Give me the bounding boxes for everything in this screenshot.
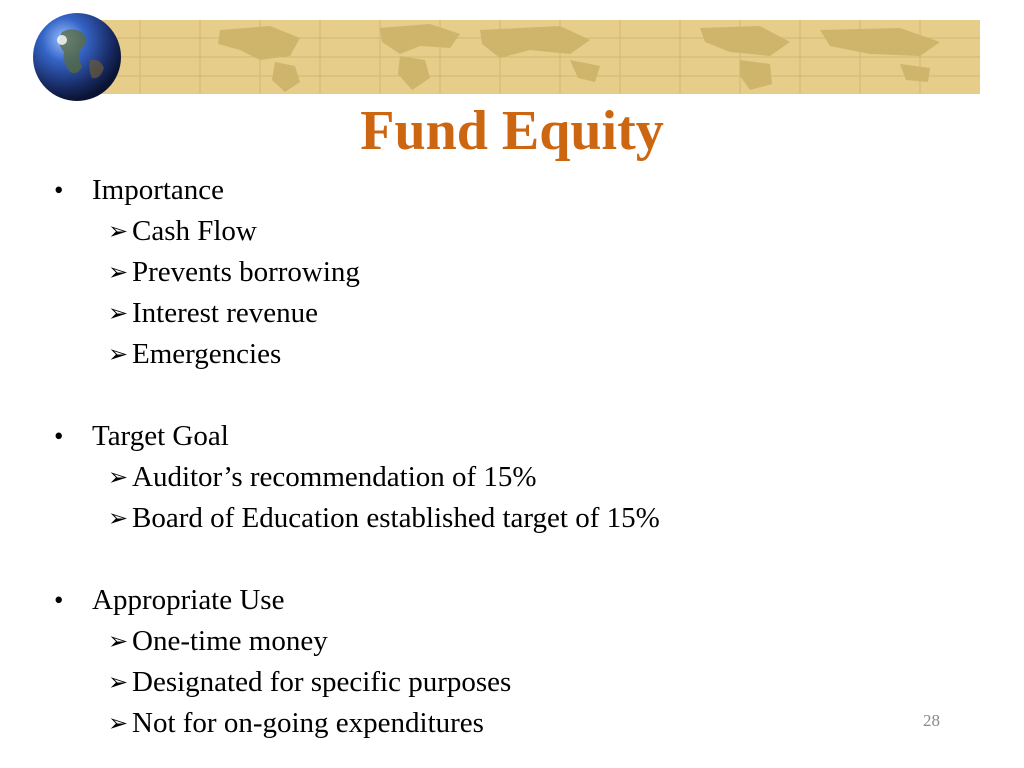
bullet-item (0, 416, 1024, 457)
sub-item (0, 621, 1024, 662)
arrow-icon: ➢ (108, 217, 129, 245)
arrow-icon: ➢ (108, 709, 129, 737)
bullet-item (0, 170, 1024, 211)
sub-item-text: Designated for specific purposes (132, 666, 512, 698)
sub-item-text: Not for on-going expenditures (132, 707, 484, 739)
bullet-icon: • (54, 421, 64, 451)
bullet-icon: • (54, 175, 64, 205)
bullet-text: Target Goal (92, 420, 229, 452)
sub-item (0, 252, 1024, 293)
section-importance (0, 170, 1024, 375)
world-map-banner (100, 20, 980, 94)
section-target-goal (0, 416, 1024, 539)
sub-item (0, 498, 1024, 539)
sub-item-text: Prevents borrowing (132, 256, 360, 288)
sub-item-text: Emergencies (132, 338, 282, 370)
sub-item (0, 662, 1024, 703)
arrow-icon: ➢ (108, 463, 129, 491)
sub-item (0, 334, 1024, 375)
section-appropriate-use (0, 580, 1024, 744)
page-number: 28 (923, 711, 940, 730)
sub-item-text: Board of Education established target of 15% (132, 502, 660, 534)
sub-item (0, 703, 1024, 744)
bullet-text: Appropriate Use (92, 584, 285, 616)
world-map-graphic (100, 20, 980, 94)
sub-item-text: Cash Flow (132, 215, 257, 247)
bullet-item (0, 580, 1024, 621)
arrow-icon: ➢ (108, 258, 129, 286)
arrow-icon: ➢ (108, 627, 129, 655)
sub-item (0, 211, 1024, 252)
arrow-icon: ➢ (108, 504, 129, 532)
sub-item (0, 293, 1024, 334)
arrow-icon: ➢ (108, 340, 129, 368)
globe-icon (32, 12, 122, 102)
slide-content (0, 170, 1024, 744)
bullet-text: Importance (92, 174, 225, 206)
arrow-icon: ➢ (108, 299, 129, 327)
sub-item-text: Interest revenue (132, 297, 318, 329)
sub-item (0, 457, 1024, 498)
bullet-icon: • (54, 585, 64, 615)
sub-item-text: One-time money (132, 625, 328, 657)
arrow-icon: ➢ (108, 668, 129, 696)
sub-item-text: Auditor’s recommendation of 15% (132, 461, 537, 493)
slide-title: Fund Equity (360, 100, 664, 162)
